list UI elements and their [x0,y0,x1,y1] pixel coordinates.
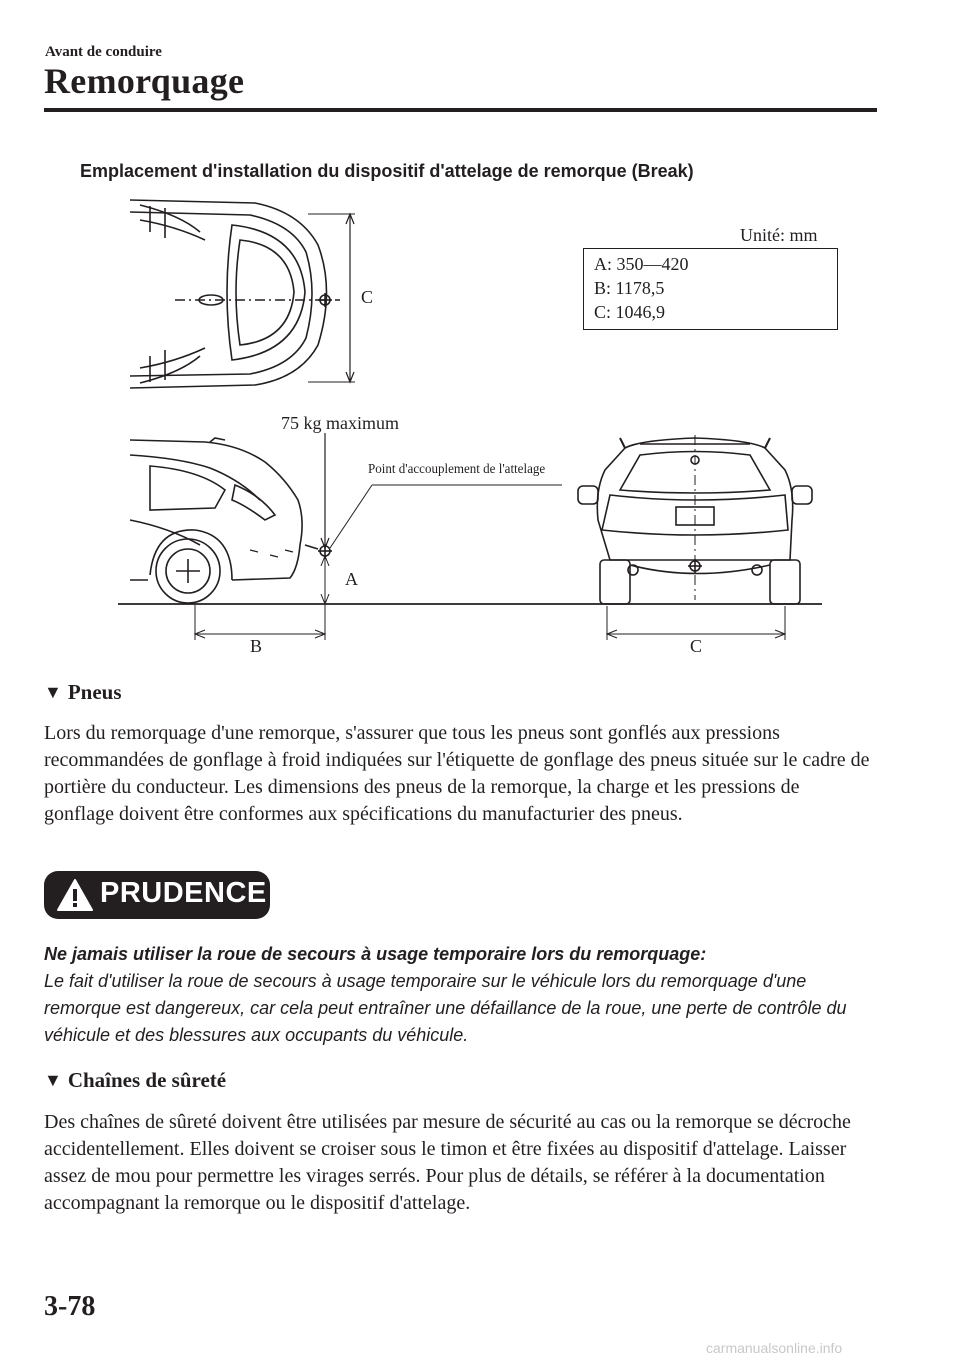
caution-label: PRUDENCE [100,877,267,909]
label-b: B [250,636,263,656]
caution-heading: Ne jamais utiliser la roue de secours à usage temporaire lors du remorquage: [44,944,707,964]
tires-paragraph: Lors du remorquage d'une remorque, s'assurer que tous les pneus sont gonflés aux pressions recommandées de gonflage à froid indiquées sur l'étiquette de gonflage des pneus située sur le cadre de portière du conducteur. Les dimensions des pneus de la remorque, la charge et les pressions de gonflage doivent être conformes aux spécifications du manufacturier des pneus. [44,722,870,825]
tires-body [44,720,870,828]
triangle-bullet-icon: ▼ [44,1070,62,1090]
label-a: A [345,569,358,589]
label-coupling-point: Point d'accouplement de l'attelage [368,462,546,477]
chains-paragraph: Des chaînes de sûreté doivent être utilisées par mesure de sécurité au cas ou la remorque se décroche accidentellement. Elles doivent se croiser sous le timon et être fixées au dispositif d'attelage. Laisser assez de mou pour permettre les virages serrés. Pour plus de détails, se référer à la documentation accompagnant la remorque ou le dispositif d'attelage. [44,1111,851,1214]
top-view-vehicle [130,200,355,388]
caution-banner [44,871,270,919]
label-c-top: C [361,287,374,307]
caution-block [44,941,874,1049]
subhead-tires [44,680,122,705]
dimension-legend [583,248,838,330]
rear-view-vehicle [578,435,812,640]
legend-c: C: 1046,9 [594,302,666,322]
chains-body [44,1109,870,1217]
triangle-bullet-icon: ▼ [44,682,62,702]
legend-a: A: 350—420 [594,254,689,274]
page-title: Remorquage [44,61,245,101]
label-max-load: 75 kg maximum [281,413,399,433]
title-rule [44,108,877,112]
unit-label: Unité: mm [740,225,818,245]
section-label: Avant de conduire [45,44,162,60]
label-c-bottom: C [690,636,703,656]
legend-b: B: 1178,5 [594,278,665,298]
watermark: carmanualsonline.info [706,1340,843,1356]
page-number: 3-78 [44,1291,96,1322]
subhead-tires-label: Pneus [67,680,122,704]
subhead-chains [44,1068,226,1093]
figure-caption: Emplacement d'installation du dispositif d'attelage de remorque (Break) [80,161,694,181]
subhead-chains-label: Chaînes de sûreté [67,1068,227,1092]
caution-body: Le fait d'utiliser la roue de secours à usage temporaire sur le véhicule lors du remorquage d'une remorque est dangereux, car cela peut entraîner une défaillance de la roue, une perte de contrôle du véhicule et des blessures aux occupants du véhicule. [44,971,847,1045]
warning-icon [56,878,94,912]
